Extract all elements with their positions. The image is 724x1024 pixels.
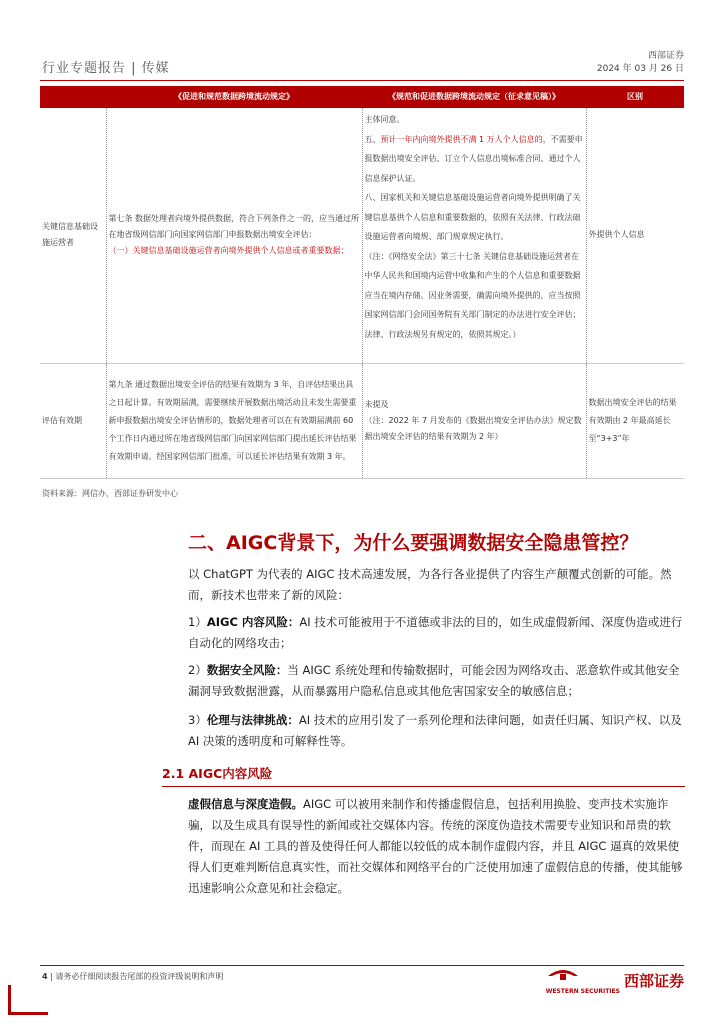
highlight-text: （一）关键信息基础设施运营者向境外提供个人信息或者重要数据；: [108, 246, 349, 256]
comparison-table: [40, 86, 684, 479]
list-number: 1）: [188, 615, 207, 629]
intro-paragraph: 以 ChatGPT 为代表的 AIGC 技术高速发展，为各行各业提供了内容生产颠覆式创新的可能。然而，新技术也带来了新的风险：: [188, 567, 672, 602]
row-label: 关键信息基础设施运营者: [40, 108, 106, 363]
table-cell: 第九条 通过数据出境安全评估的结果有效期为 3 年，自评估结果出具之日起计算。有效期届满，需要继续开展数据出境活动且未发生需要重新申报数据出境安全评估情形的，数据处理者可以在有效期届满前 60 个工作日内通过所在地省级网信部门向国家网信部门提出延长评估结果有效期申请。经国家网信部门批准，可以延长评估结果有效期 3 年。: [106, 363, 362, 478]
table-header: 《促进和规范数据跨境流动规定》: [106, 86, 362, 108]
list-item-text: AI 技术可能被用于不道德或非法的目的，如生成虚假新闻、深度伪造或进行自动化的网络攻击；: [188, 615, 683, 650]
corner-decoration: [8, 985, 11, 1015]
cell-paragraph: [365, 130, 584, 189]
list-item-title: AIGC 内容风险：: [206, 615, 300, 629]
table-row: [40, 363, 684, 478]
table-cell: 外提供个人信息: [586, 108, 684, 363]
cell-text: 主体同意。: [364, 115, 405, 124]
cell-text: 五、: [364, 134, 381, 144]
header-divider: [40, 80, 684, 81]
table-cell: [362, 108, 586, 363]
section-title: 二、AIGC背景下，为什么要强调数据安全隐患管控？: [188, 532, 639, 554]
logo-chinese: 西部证券: [623, 972, 684, 990]
body-text: AIGC 可以被用来制作和传播虚假信息，包括利用换脸、变声技术实施诈骗，以及生成具有误导性的新闻或社交媒体内容。传统的深度伪造技术需要专业知识和昂贵的软件，而现在 AI 工具的普及使得任何人都能以较低的成本制作虚假内容，并且 AIGC 逼真的效果使得人们更难判断信息真实性，而社交媒体和网络平台的广泛使用加速了虚假信息的传播，使其能够迅速影响公众意见和社会稳定。: [188, 797, 683, 895]
source-note: 资料来源：网信办，西部证券研发中心: [42, 489, 178, 498]
table-cell: 数据出境安全评估的结果有效期由 2 年最高延长至“3+3”年: [586, 363, 684, 478]
report-category: 行业专题报告 | 传媒: [42, 61, 170, 76]
header-date: 2024 年 03 月 26 日: [596, 64, 684, 74]
cell-text: （注：《网络安全法》第三十七条 关键信息基础设施运营者在中华人民共和国境内运营中收集和产生的个人信息和重要数据应当在境内存储。因业务需要，确需向境外提供的，应当按照国家网信部门会同国务院有关部门制定的办法进行安全评估；法律、行政法规另有规定的，依照其规定。）: [364, 251, 581, 339]
company-logo: [546, 966, 684, 995]
subsection-title: 2.1 AIGC内容风险: [162, 760, 685, 787]
table-header: [40, 86, 106, 108]
highlight-text: 预计一年内向境外提供不满 1 万人个人信息的: [380, 134, 543, 144]
list-item-text: AI 技术的应用引发了一系列伦理和法律问题，如责任归属、知识产权、以及 AI 决策的透明度和可解释性等。: [188, 713, 682, 748]
page-number: 4: [42, 972, 48, 981]
table-cell: [362, 363, 586, 478]
cell-text: 未提及: [364, 399, 389, 409]
corner-decoration: [8, 1012, 48, 1015]
cell-text: ，不需要申报数据出境安全评估、订立个人信息出境标准合同、通过个人信息保护认证。: [364, 134, 583, 183]
cell-text: 八、国家机关和关键信息基础设施运营者向境外提供明确了关键信息基供个人信息和重要数据的，依照有关法律、行政法础设施运营者向境规、部门规章规定执行。: [364, 193, 581, 241]
list-item-title: 数据安全风险：: [206, 663, 288, 677]
table-header: 《规范和促进数据跨境流动规定（征求意见稿）》: [362, 86, 586, 108]
disclaimer: 请务必仔细阅读报告尾部的投资评级说明和声明: [55, 972, 224, 981]
logo-emblem-icon: [546, 966, 620, 995]
body-paragraph: [188, 794, 685, 899]
list-item: [188, 710, 685, 752]
table-header: 区别: [586, 86, 684, 108]
footer-note: 4 | 请务必仔细阅读报告尾部的投资评级说明和声明: [42, 972, 224, 981]
table-cell: [106, 108, 362, 363]
table-header-row: [40, 86, 684, 108]
cell-text: 第七条 数据处理者向境外提供数据，符合下列条件之一的，应当通过所在地省级网信部门向国家网信部门申报数据出境安全评估：: [108, 214, 360, 240]
body-lead: 虚假信息与深度造假。: [188, 797, 303, 811]
list-number: 3）: [188, 713, 207, 727]
list-item-text: 当 AIGC 系统处理和传输数据时，可能会因为网络攻击、恶意软件或其他安全漏洞导致数据泄露，从而暴露用户隐私信息或其他危害国家安全的敏感信息；: [188, 663, 680, 698]
list-item: [188, 660, 685, 702]
cell-text: （注：2022 年 7 月发布的《数据出境安全评估办法》规定数据出境安全评估的结果有效期为 2 年）: [364, 415, 582, 441]
list-item-title: 伦理与法律挑战：: [206, 713, 299, 727]
table-row: [40, 108, 684, 363]
header-company: 西部证券: [647, 51, 684, 61]
list-item: [188, 612, 685, 654]
header-right: [597, 50, 684, 76]
row-label: 评估有效期: [40, 363, 106, 478]
list-number: 2）: [188, 663, 207, 677]
logo-english: WESTERN SECURITIES: [545, 988, 620, 995]
